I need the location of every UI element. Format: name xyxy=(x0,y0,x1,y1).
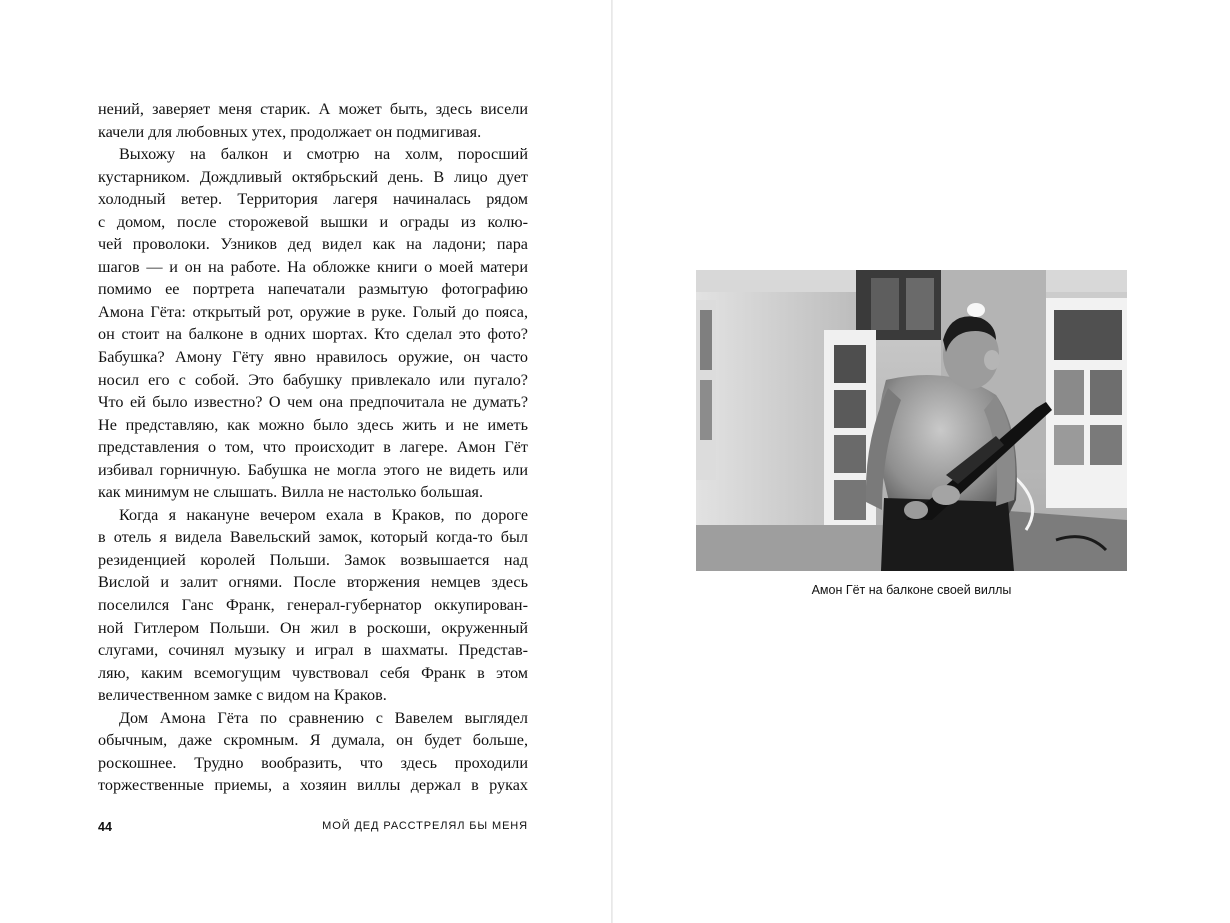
page-number: 44 xyxy=(98,820,112,834)
text-line: избивал горничную. Бабушка не могла этого не видеть или xyxy=(98,460,528,479)
text-line: торжественные приемы, а хозяин виллы держал в руках xyxy=(98,776,528,795)
text-line: ной Гитлером Польши. Он жил в роскоши, окруженный xyxy=(98,618,528,637)
text-line: поселился Ганс Франк, генерал-губернатор оккупирован- xyxy=(98,596,528,615)
text-line: шагов — и он на работе. На обложке книги о моей матери xyxy=(98,257,528,276)
text-line: как минимум не слышать. Вилла не настолько большая. xyxy=(98,483,484,502)
text-line: Что ей было известно? О чем она предпочитала не думать? xyxy=(98,393,528,412)
text-line: чей проволоки. Узников дед видел как на ладони; пара xyxy=(98,235,528,254)
text-line: помимо ее портрета напечатали размытую фотографию xyxy=(98,280,528,299)
text-line: Дом Амона Гёта по сравнению с Вавелем выглядел xyxy=(119,708,528,727)
text-line: ляю, каким всемогущим чувствовал себя Франк в этом xyxy=(98,663,528,682)
text-line: нений, заверяет меня старик. А может быть, здесь висели xyxy=(98,100,528,118)
text-line: с домом, после сторожевой вышки и ограды из колю- xyxy=(98,212,528,231)
text-line: слугами, сочинял музыку и играл в шахматы. Представ- xyxy=(98,641,528,660)
text-line: носил его с собой. Это бабушку привлекало или пугало? xyxy=(98,370,528,389)
body-text xyxy=(98,98,528,797)
text-line: обычным, даже скромным. Я думала, он будет больше, xyxy=(98,731,528,750)
left-page xyxy=(0,0,612,923)
text-line: Вислой и залит огнями. После вторжения немцев здесь xyxy=(98,573,528,592)
text-line: качели для любовных утех, продолжает он подмигивая. xyxy=(98,122,482,141)
text-line: холодный ветер. Территория лагеря начиналась рядом xyxy=(98,190,528,209)
historical-photo xyxy=(696,270,1127,571)
text-line: представления о том, что происходит в лагере. Амон Гёт xyxy=(98,438,528,457)
text-line: роскошнее. Трудно вообразить, что здесь проходили xyxy=(98,753,528,772)
text-line: резиденцией королей Польши. Замок возвышается над xyxy=(98,550,528,569)
text-line: Когда я накануне вечером ехала в Краков, по дороге xyxy=(119,505,528,524)
text-line: Бабушка? Амону Гёту явно нравилось оружие, он часто xyxy=(98,348,528,367)
text-line: Не представляю, как можно было здесь жить и не иметь xyxy=(98,415,528,434)
text-line: Выхожу на балкон и смотрю на холм, поросший xyxy=(119,145,528,164)
page-footer xyxy=(98,820,528,840)
running-head: МОЙ ДЕД РАССТРЕЛЯЛ БЫ МЕНЯ xyxy=(322,820,528,832)
text-line: он стоит на балконе в одних шортах. Кто сделал это фото? xyxy=(98,325,528,344)
photo-caption: Амон Гёт на балконе своей виллы xyxy=(811,583,1012,597)
text-line: величественном замке с видом на Краков. xyxy=(98,686,387,705)
text-line: Амона Гёта: открытый рот, оружие в руке. Голый до пояса, xyxy=(98,302,528,321)
text-line: в отель я видела Вавельский замок, который когда-то был xyxy=(98,528,528,547)
text-line: кустарником. Дождливый октябрьский день. В лицо дует xyxy=(98,167,528,186)
